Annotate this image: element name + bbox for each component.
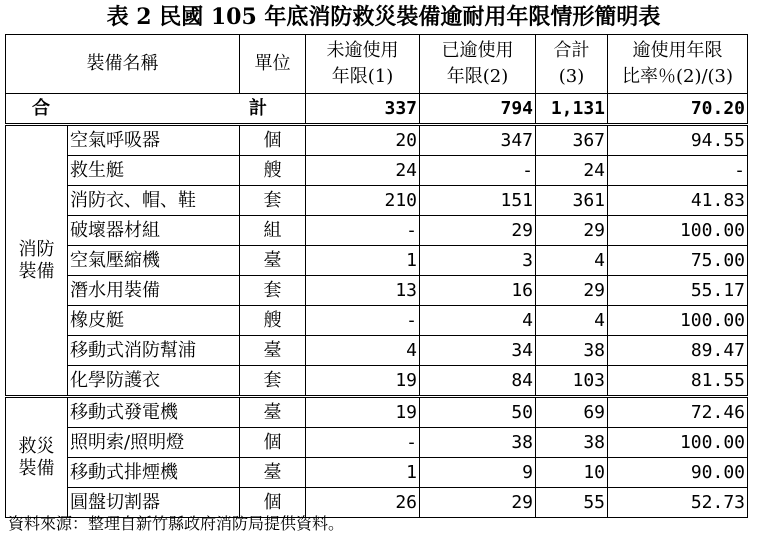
total-row	[6, 94, 748, 125]
exceeded-cell: 3	[420, 246, 536, 276]
unit-cell: 臺	[240, 336, 306, 366]
not-exceeded-cell: -	[306, 216, 420, 246]
table-row	[6, 276, 748, 306]
table-row	[6, 216, 748, 246]
ratio-cell: 100.00	[608, 306, 748, 336]
total-sum: 1,131	[536, 94, 608, 125]
equipment-name: 空氣壓縮機	[68, 246, 240, 276]
not-exceeded-cell: 1	[306, 246, 420, 276]
table-row	[6, 246, 748, 276]
group-label: 消防 裝備	[6, 125, 68, 397]
sum-cell: 10	[536, 458, 608, 488]
header-row	[6, 35, 748, 94]
equipment-table	[5, 34, 748, 518]
not-exceeded-cell: 13	[306, 276, 420, 306]
header-ratio: 逾使用年限 比率％(2)/(3)	[608, 35, 748, 94]
sum-cell: 29	[536, 216, 608, 246]
table-row	[6, 366, 748, 397]
ratio-cell: 94.55	[608, 125, 748, 156]
unit-cell: 個	[240, 125, 306, 156]
exceeded-cell: 16	[420, 276, 536, 306]
header-sum: 合計 (3)	[536, 35, 608, 94]
sum-cell: 103	[536, 366, 608, 397]
ratio-cell: 100.00	[608, 216, 748, 246]
total-exceeded: 794	[420, 94, 536, 125]
ratio-cell: 55.17	[608, 276, 748, 306]
exceeded-cell: 29	[420, 488, 536, 518]
total-ratio: 70.20	[608, 94, 748, 125]
sum-cell: 55	[536, 488, 608, 518]
source-note: 資料來源：整理自新竹縣政府消防局提供資料。	[8, 514, 345, 533]
equipment-name: 橡皮艇	[68, 306, 240, 336]
exceeded-cell: 50	[420, 397, 536, 428]
sum-cell: 367	[536, 125, 608, 156]
total-label: 合 計	[6, 94, 306, 125]
ratio-cell: 89.47	[608, 336, 748, 366]
not-exceeded-cell: 19	[306, 397, 420, 428]
ratio-cell: 100.00	[608, 428, 748, 458]
sum-cell: 4	[536, 306, 608, 336]
ratio-cell: -	[608, 156, 748, 186]
equipment-name: 移動式排煙機	[68, 458, 240, 488]
equipment-name: 移動式發電機	[68, 397, 240, 428]
header-unit: 單位	[240, 35, 306, 94]
unit-cell: 艘	[240, 306, 306, 336]
table-row	[6, 336, 748, 366]
equipment-name: 空氣呼吸器	[68, 125, 240, 156]
equipment-name: 潛水用裝備	[68, 276, 240, 306]
ratio-cell: 72.46	[608, 397, 748, 428]
sum-cell: 361	[536, 186, 608, 216]
unit-cell: 臺	[240, 246, 306, 276]
sum-cell: 38	[536, 336, 608, 366]
header-exceeded: 已逾使用 年限(2)	[420, 35, 536, 94]
equipment-name: 化學防護衣	[68, 366, 240, 397]
ratio-cell: 90.00	[608, 458, 748, 488]
not-exceeded-cell: 210	[306, 186, 420, 216]
table-row	[6, 428, 748, 458]
table-row	[6, 186, 748, 216]
table-row	[6, 397, 748, 428]
ratio-cell: 52.73	[608, 488, 748, 518]
exceeded-cell: 34	[420, 336, 536, 366]
not-exceeded-cell: 19	[306, 366, 420, 397]
not-exceeded-cell: -	[306, 428, 420, 458]
exceeded-cell: 29	[420, 216, 536, 246]
not-exceeded-cell: 4	[306, 336, 420, 366]
table-row	[6, 125, 748, 156]
table-row	[6, 156, 748, 186]
unit-cell: 組	[240, 216, 306, 246]
sum-cell: 24	[536, 156, 608, 186]
table-title: 表 2 民國 105 年底消防救災裝備逾耐用年限情形簡明表	[106, 4, 661, 30]
exceeded-cell: 347	[420, 125, 536, 156]
unit-cell: 個	[240, 428, 306, 458]
exceeded-cell: 38	[420, 428, 536, 458]
group-label: 救災 裝備	[6, 397, 68, 518]
ratio-cell: 81.55	[608, 366, 748, 397]
exceeded-cell: 151	[420, 186, 536, 216]
not-exceeded-cell: 1	[306, 458, 420, 488]
not-exceeded-cell: -	[306, 306, 420, 336]
equipment-name: 破壞器材組	[68, 216, 240, 246]
not-exceeded-cell: 24	[306, 156, 420, 186]
exceeded-cell: 9	[420, 458, 536, 488]
exceeded-cell: -	[420, 156, 536, 186]
table-row	[6, 458, 748, 488]
not-exceeded-cell: 26	[306, 488, 420, 518]
unit-cell: 艘	[240, 156, 306, 186]
ratio-cell: 75.00	[608, 246, 748, 276]
unit-cell: 套	[240, 366, 306, 397]
sum-cell: 29	[536, 276, 608, 306]
sum-cell: 38	[536, 428, 608, 458]
unit-cell: 套	[240, 276, 306, 306]
header-not-exceeded: 未逾使用 年限(1)	[306, 35, 420, 94]
unit-cell: 臺	[240, 397, 306, 428]
equipment-name: 移動式消防幫浦	[68, 336, 240, 366]
unit-cell: 套	[240, 186, 306, 216]
unit-cell: 個	[240, 488, 306, 518]
unit-cell: 臺	[240, 458, 306, 488]
equipment-name: 救生艇	[68, 156, 240, 186]
sum-cell: 4	[536, 246, 608, 276]
header-equipment-name: 裝備名稱	[6, 35, 240, 94]
exceeded-cell: 84	[420, 366, 536, 397]
exceeded-cell: 4	[420, 306, 536, 336]
equipment-name: 圓盤切割器	[68, 488, 240, 518]
equipment-name: 消防衣、帽、鞋	[68, 186, 240, 216]
total-not-exceeded: 337	[306, 94, 420, 125]
sum-cell: 69	[536, 397, 608, 428]
not-exceeded-cell: 20	[306, 125, 420, 156]
ratio-cell: 41.83	[608, 186, 748, 216]
equipment-name: 照明索/照明燈	[68, 428, 240, 458]
table-row	[6, 306, 748, 336]
